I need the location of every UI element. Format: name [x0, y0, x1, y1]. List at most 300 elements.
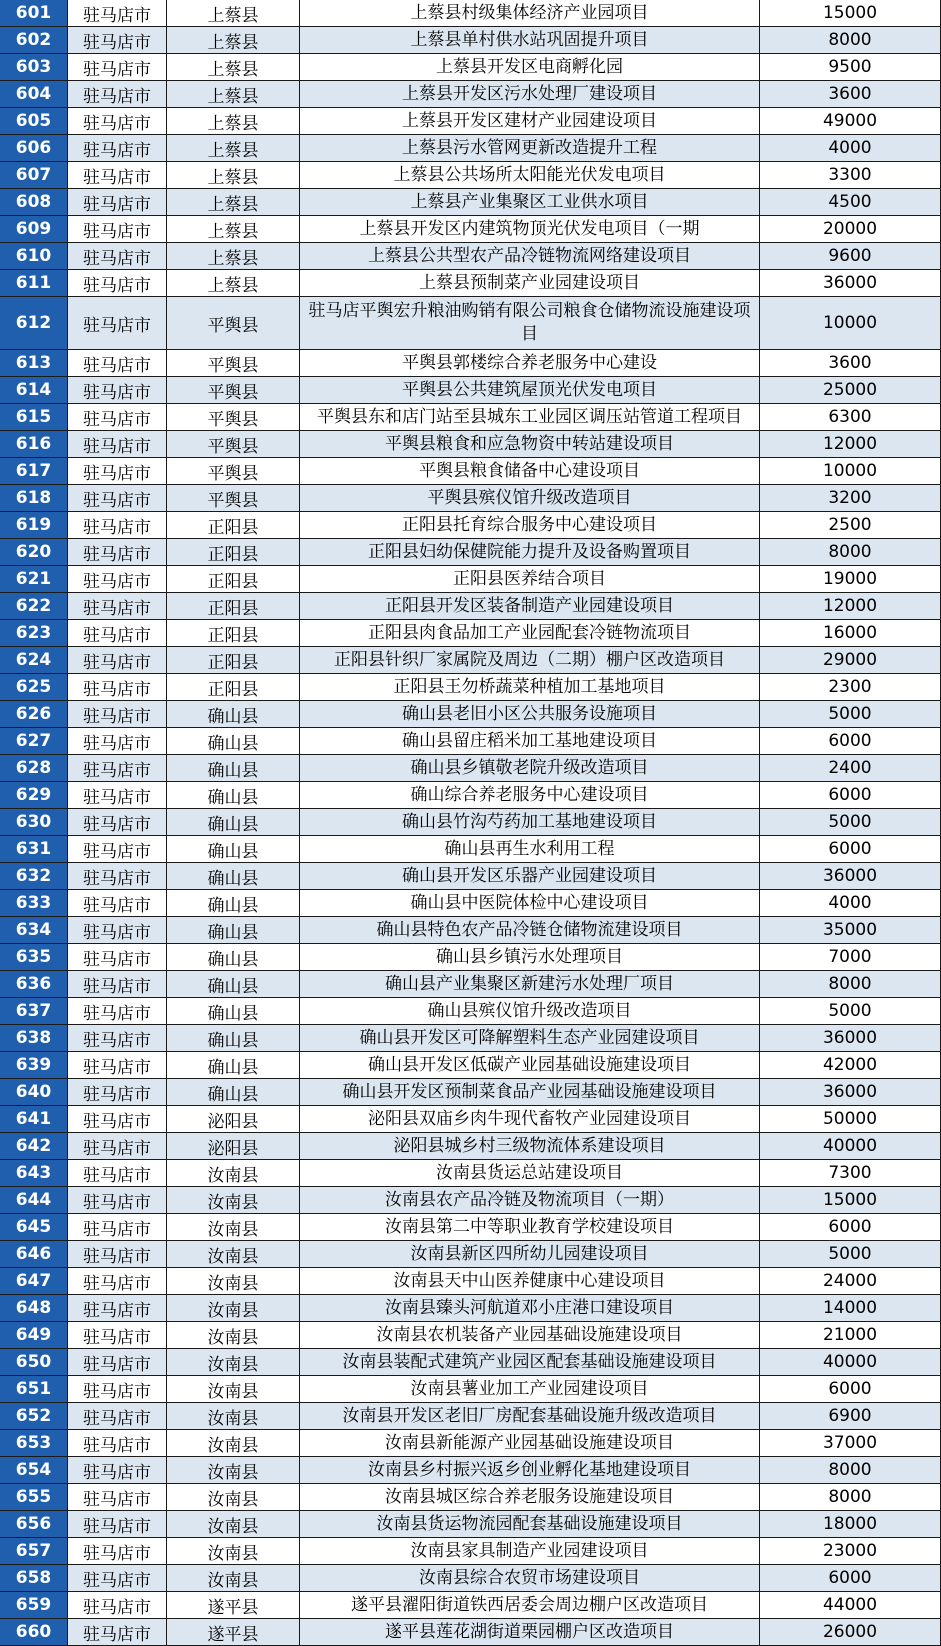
city-cell: 驻马店市 [68, 1160, 167, 1186]
county-cell: 平舆县 [167, 485, 300, 511]
row-number-cell: 615 [0, 404, 68, 430]
city-cell: 驻马店市 [68, 944, 167, 970]
table-row [0, 539, 941, 566]
amount-cell: 12000 [760, 593, 941, 619]
project-cell: 驻马店平舆宏升粮油购销有限公司粮食仓储物流设施建设项目 [300, 297, 760, 349]
row-number-cell: 634 [0, 917, 68, 943]
county-cell: 汝南县 [167, 1565, 300, 1591]
project-cell: 上蔡县村级集体经济产业园项目 [300, 0, 760, 26]
amount-cell: 4500 [760, 189, 941, 215]
city-cell: 驻马店市 [68, 1241, 167, 1267]
county-cell: 正阳县 [167, 593, 300, 619]
project-cell: 汝南县货运总站建设项目 [300, 1160, 760, 1186]
amount-cell: 5000 [760, 998, 941, 1024]
amount-cell: 10000 [760, 458, 941, 484]
row-number-cell: 658 [0, 1565, 68, 1591]
county-cell: 正阳县 [167, 539, 300, 565]
row-number-cell: 617 [0, 458, 68, 484]
county-cell: 确山县 [167, 1052, 300, 1078]
row-number-cell: 637 [0, 998, 68, 1024]
table-row [0, 971, 941, 998]
city-cell: 驻马店市 [68, 1565, 167, 1591]
table-row [0, 647, 941, 674]
county-cell: 平舆县 [167, 377, 300, 403]
table-row [0, 108, 941, 135]
amount-cell: 18000 [760, 1511, 941, 1537]
project-cell: 汝南县装配式建筑产业园区配套基础设施建设项目 [300, 1349, 760, 1375]
project-cell: 上蔡县开发区内建筑物顶光伏发电项目（一期 [300, 216, 760, 242]
row-number-cell: 636 [0, 971, 68, 997]
county-cell: 确山县 [167, 782, 300, 808]
city-cell: 驻马店市 [68, 917, 167, 943]
city-cell: 驻马店市 [68, 350, 167, 376]
row-number-cell: 606 [0, 135, 68, 161]
table-row [0, 728, 941, 755]
county-cell: 汝南县 [167, 1511, 300, 1537]
city-cell: 驻马店市 [68, 674, 167, 700]
project-cell: 泌阳县双庙乡肉牛现代畜牧产业园建设项目 [300, 1106, 760, 1132]
city-cell: 驻马店市 [68, 1268, 167, 1294]
county-cell: 上蔡县 [167, 243, 300, 269]
project-cell: 上蔡县开发区电商孵化园 [300, 54, 760, 80]
county-cell: 汝南县 [167, 1160, 300, 1186]
city-cell: 驻马店市 [68, 404, 167, 430]
city-cell: 驻马店市 [68, 1592, 167, 1618]
project-cell: 上蔡县公共场所太阳能光伏发电项目 [300, 162, 760, 188]
row-number-cell: 650 [0, 1349, 68, 1375]
amount-cell: 50000 [760, 1106, 941, 1132]
amount-cell: 8000 [760, 971, 941, 997]
amount-cell: 3200 [760, 485, 941, 511]
city-cell: 驻马店市 [68, 243, 167, 269]
amount-cell: 6000 [760, 1376, 941, 1402]
project-cell: 汝南县薯业加工产业园建设项目 [300, 1376, 760, 1402]
county-cell: 确山县 [167, 701, 300, 727]
row-number-cell: 611 [0, 270, 68, 296]
table-row [0, 162, 941, 189]
row-number-cell: 627 [0, 728, 68, 754]
city-cell: 驻马店市 [68, 1052, 167, 1078]
project-cell: 确山县殡仪馆升级改造项目 [300, 998, 760, 1024]
city-cell: 驻马店市 [68, 1349, 167, 1375]
county-cell: 汝南县 [167, 1403, 300, 1429]
project-cell: 平舆县粮食储备中心建设项目 [300, 458, 760, 484]
project-cell: 汝南县新区四所幼儿园建设项目 [300, 1241, 760, 1267]
amount-cell: 40000 [760, 1133, 941, 1159]
city-cell: 驻马店市 [68, 108, 167, 134]
county-cell: 上蔡县 [167, 81, 300, 107]
table-row [0, 1106, 941, 1133]
row-number-cell: 639 [0, 1052, 68, 1078]
county-cell: 确山县 [167, 998, 300, 1024]
city-cell: 驻马店市 [68, 0, 167, 26]
county-cell: 泌阳县 [167, 1106, 300, 1132]
project-cell: 平舆县粮食和应急物资中转站建设项目 [300, 431, 760, 457]
row-number-cell: 601 [0, 0, 68, 26]
table-row [0, 674, 941, 701]
city-cell: 驻马店市 [68, 1430, 167, 1456]
amount-cell: 8000 [760, 1457, 941, 1483]
county-cell: 平舆县 [167, 431, 300, 457]
row-number-cell: 645 [0, 1214, 68, 1240]
row-number-cell: 653 [0, 1430, 68, 1456]
row-number-cell: 612 [0, 297, 68, 349]
amount-cell: 19000 [760, 566, 941, 592]
county-cell: 正阳县 [167, 512, 300, 538]
city-cell: 驻马店市 [68, 620, 167, 646]
row-number-cell: 629 [0, 782, 68, 808]
amount-cell: 10000 [760, 297, 941, 349]
county-cell: 上蔡县 [167, 108, 300, 134]
row-number-cell: 635 [0, 944, 68, 970]
project-cell: 平舆县公共建筑屋顶光伏发电项目 [300, 377, 760, 403]
table-row [0, 809, 941, 836]
county-cell: 汝南县 [167, 1187, 300, 1213]
county-cell: 上蔡县 [167, 270, 300, 296]
project-cell: 汝南县农产品冷链及物流项目（一期） [300, 1187, 760, 1213]
amount-cell: 7300 [760, 1160, 941, 1186]
table-row [0, 27, 941, 54]
row-number-cell: 608 [0, 189, 68, 215]
row-number-cell: 619 [0, 512, 68, 538]
table-row [0, 270, 941, 297]
city-cell: 驻马店市 [68, 593, 167, 619]
amount-cell: 4000 [760, 890, 941, 916]
city-cell: 驻马店市 [68, 1403, 167, 1429]
city-cell: 驻马店市 [68, 216, 167, 242]
county-cell: 汝南县 [167, 1268, 300, 1294]
county-cell: 汝南县 [167, 1484, 300, 1510]
county-cell: 遂平县 [167, 1619, 300, 1645]
project-cell: 确山县老旧小区公共服务设施项目 [300, 701, 760, 727]
project-cell: 汝南县天中山医养健康中心建设项目 [300, 1268, 760, 1294]
project-cell: 上蔡县公共型农产品冷链物流网络建设项目 [300, 243, 760, 269]
row-number-cell: 654 [0, 1457, 68, 1483]
table-row [0, 1025, 941, 1052]
amount-cell: 4000 [760, 135, 941, 161]
city-cell: 驻马店市 [68, 1106, 167, 1132]
amount-cell: 35000 [760, 917, 941, 943]
amount-cell: 8000 [760, 27, 941, 53]
city-cell: 驻马店市 [68, 809, 167, 835]
city-cell: 驻马店市 [68, 431, 167, 457]
city-cell: 驻马店市 [68, 1619, 167, 1645]
project-cell: 上蔡县预制菜产业园建设项目 [300, 270, 760, 296]
project-cell: 汝南县乡村振兴返乡创业孵化基地建设项目 [300, 1457, 760, 1483]
city-cell: 驻马店市 [68, 998, 167, 1024]
amount-cell: 24000 [760, 1268, 941, 1294]
county-cell: 上蔡县 [167, 216, 300, 242]
table-row [0, 1322, 941, 1349]
table-row [0, 216, 941, 243]
project-cell: 正阳县托育综合服务中心建设项目 [300, 512, 760, 538]
table-row [0, 404, 941, 431]
row-number-cell: 618 [0, 485, 68, 511]
amount-cell: 26000 [760, 1619, 941, 1645]
row-number-cell: 607 [0, 162, 68, 188]
amount-cell: 6300 [760, 404, 941, 430]
table-row [0, 1457, 941, 1484]
table-row [0, 189, 941, 216]
city-cell: 驻马店市 [68, 81, 167, 107]
county-cell: 确山县 [167, 890, 300, 916]
city-cell: 驻马店市 [68, 728, 167, 754]
county-cell: 上蔡县 [167, 27, 300, 53]
project-cell: 汝南县新能源产业园基础设施建设项目 [300, 1430, 760, 1456]
table-row [0, 458, 941, 485]
table-row [0, 755, 941, 782]
amount-cell: 8000 [760, 539, 941, 565]
table-row [0, 1214, 941, 1241]
row-number-cell: 641 [0, 1106, 68, 1132]
county-cell: 汝南县 [167, 1376, 300, 1402]
row-number-cell: 633 [0, 890, 68, 916]
project-cell: 确山县特色农产品冷链仓储物流建设项目 [300, 917, 760, 943]
amount-cell: 49000 [760, 108, 941, 134]
county-cell: 汝南县 [167, 1457, 300, 1483]
project-cell: 确山县乡镇敬老院升级改造项目 [300, 755, 760, 781]
table-row [0, 1052, 941, 1079]
amount-cell: 37000 [760, 1430, 941, 1456]
table-row [0, 836, 941, 863]
county-cell: 确山县 [167, 1079, 300, 1105]
project-cell: 汝南县第二中等职业教育学校建设项目 [300, 1214, 760, 1240]
row-number-cell: 642 [0, 1133, 68, 1159]
city-cell: 驻马店市 [68, 162, 167, 188]
project-cell: 确山县中医院体检中心建设项目 [300, 890, 760, 916]
project-cell: 确山县产业集聚区新建污水处理厂项目 [300, 971, 760, 997]
amount-cell: 6000 [760, 1214, 941, 1240]
county-cell: 平舆县 [167, 404, 300, 430]
amount-cell: 3300 [760, 162, 941, 188]
amount-cell: 3600 [760, 350, 941, 376]
project-cell: 上蔡县产业集聚区工业供水项目 [300, 189, 760, 215]
row-number-cell: 628 [0, 755, 68, 781]
project-cell: 正阳县医养结合项目 [300, 566, 760, 592]
amount-cell: 15000 [760, 0, 941, 26]
county-cell: 确山县 [167, 971, 300, 997]
city-cell: 驻马店市 [68, 1538, 167, 1564]
row-number-cell: 605 [0, 108, 68, 134]
row-number-cell: 660 [0, 1619, 68, 1645]
row-number-cell: 648 [0, 1295, 68, 1321]
row-number-cell: 622 [0, 593, 68, 619]
row-number-cell: 657 [0, 1538, 68, 1564]
row-number-cell: 659 [0, 1592, 68, 1618]
table-row [0, 782, 941, 809]
amount-cell: 2500 [760, 512, 941, 538]
table-row [0, 593, 941, 620]
table-row [0, 512, 941, 539]
table-row [0, 1133, 941, 1160]
project-cell: 平舆县殡仪馆升级改造项目 [300, 485, 760, 511]
amount-cell: 25000 [760, 377, 941, 403]
city-cell: 驻马店市 [68, 1511, 167, 1537]
county-cell: 汝南县 [167, 1349, 300, 1375]
county-cell: 上蔡县 [167, 189, 300, 215]
table-row [0, 1538, 941, 1565]
row-number-cell: 649 [0, 1322, 68, 1348]
table-row [0, 1565, 941, 1592]
city-cell: 驻马店市 [68, 782, 167, 808]
city-cell: 驻马店市 [68, 458, 167, 484]
city-cell: 驻马店市 [68, 863, 167, 889]
project-cell: 确山县开发区低碳产业园基础设施建设项目 [300, 1052, 760, 1078]
county-cell: 汝南县 [167, 1295, 300, 1321]
city-cell: 驻马店市 [68, 27, 167, 53]
county-cell: 泌阳县 [167, 1133, 300, 1159]
county-cell: 正阳县 [167, 620, 300, 646]
project-cell: 正阳县针织厂家属院及周边（二期）棚户区改造项目 [300, 647, 760, 673]
city-cell: 驻马店市 [68, 297, 167, 349]
amount-cell: 44000 [760, 1592, 941, 1618]
amount-cell: 14000 [760, 1295, 941, 1321]
city-cell: 驻马店市 [68, 135, 167, 161]
project-cell: 上蔡县开发区建材产业园建设项目 [300, 108, 760, 134]
table-row [0, 944, 941, 971]
amount-cell: 9500 [760, 54, 941, 80]
county-cell: 正阳县 [167, 647, 300, 673]
amount-cell: 36000 [760, 863, 941, 889]
county-cell: 上蔡县 [167, 162, 300, 188]
row-number-cell: 647 [0, 1268, 68, 1294]
amount-cell: 6000 [760, 1565, 941, 1591]
table-row [0, 377, 941, 404]
city-cell: 驻马店市 [68, 54, 167, 80]
city-cell: 驻马店市 [68, 1322, 167, 1348]
project-cell: 确山县乡镇污水处理项目 [300, 944, 760, 970]
county-cell: 遂平县 [167, 1592, 300, 1618]
project-cell: 汝南县综合农贸市场建设项目 [300, 1565, 760, 1591]
amount-cell: 6000 [760, 728, 941, 754]
table-row [0, 1079, 941, 1106]
project-cell: 平舆县郭楼综合养老服务中心建设 [300, 350, 760, 376]
project-cell: 汝南县臻头河航道邓小庄港口建设项目 [300, 1295, 760, 1321]
table-row [0, 1430, 941, 1457]
city-cell: 驻马店市 [68, 647, 167, 673]
project-cell: 汝南县家具制造产业园建设项目 [300, 1538, 760, 1564]
amount-cell: 36000 [760, 1079, 941, 1105]
project-cell: 上蔡县开发区污水处理厂建设项目 [300, 81, 760, 107]
city-cell: 驻马店市 [68, 1376, 167, 1402]
table-row [0, 1484, 941, 1511]
county-cell: 上蔡县 [167, 0, 300, 26]
table-row [0, 431, 941, 458]
row-number-cell: 652 [0, 1403, 68, 1429]
amount-cell: 12000 [760, 431, 941, 457]
project-cell: 上蔡县污水管网更新改造提升工程 [300, 135, 760, 161]
row-number-cell: 610 [0, 243, 68, 269]
amount-cell: 15000 [760, 1187, 941, 1213]
row-number-cell: 651 [0, 1376, 68, 1402]
city-cell: 驻马店市 [68, 1295, 167, 1321]
amount-cell: 8000 [760, 1484, 941, 1510]
table-row [0, 998, 941, 1025]
table-row [0, 566, 941, 593]
county-cell: 确山县 [167, 728, 300, 754]
amount-cell: 23000 [760, 1538, 941, 1564]
county-cell: 确山县 [167, 863, 300, 889]
row-number-cell: 603 [0, 54, 68, 80]
amount-cell: 16000 [760, 620, 941, 646]
county-cell: 汝南县 [167, 1322, 300, 1348]
county-cell: 确山县 [167, 809, 300, 835]
row-number-cell: 655 [0, 1484, 68, 1510]
row-number-cell: 623 [0, 620, 68, 646]
row-number-cell: 609 [0, 216, 68, 242]
county-cell: 确山县 [167, 836, 300, 862]
project-cell: 确山县竹沟芍药加工基地建设项目 [300, 809, 760, 835]
row-number-cell: 602 [0, 27, 68, 53]
table-row [0, 0, 941, 27]
project-cell: 确山综合养老服务中心建设项目 [300, 782, 760, 808]
amount-cell: 7000 [760, 944, 941, 970]
row-number-cell: 644 [0, 1187, 68, 1213]
city-cell: 驻马店市 [68, 566, 167, 592]
county-cell: 正阳县 [167, 674, 300, 700]
city-cell: 驻马店市 [68, 1484, 167, 1510]
amount-cell: 6900 [760, 1403, 941, 1429]
amount-cell: 36000 [760, 1025, 941, 1051]
table-row [0, 54, 941, 81]
project-cell: 汝南县城区综合养老服务设施建设项目 [300, 1484, 760, 1510]
row-number-cell: 616 [0, 431, 68, 457]
amount-cell: 21000 [760, 1322, 941, 1348]
row-number-cell: 625 [0, 674, 68, 700]
county-cell: 确山县 [167, 755, 300, 781]
row-number-cell: 624 [0, 647, 68, 673]
row-number-cell: 646 [0, 1241, 68, 1267]
city-cell: 驻马店市 [68, 512, 167, 538]
project-cell: 遂平县濯阳街道铁西居委会周边棚户区改造项目 [300, 1592, 760, 1618]
project-cell: 汝南县开发区老旧厂房配套基础设施升级改造项目 [300, 1403, 760, 1429]
amount-cell: 5000 [760, 809, 941, 835]
project-cell: 遂平县莲花湖街道栗园棚户区改造项目 [300, 1619, 760, 1645]
table-row [0, 1295, 941, 1322]
county-cell: 确山县 [167, 944, 300, 970]
city-cell: 驻马店市 [68, 189, 167, 215]
project-cell: 确山县开发区可降解塑料生态产业园建设项目 [300, 1025, 760, 1051]
table-row [0, 135, 941, 162]
city-cell: 驻马店市 [68, 755, 167, 781]
project-cell: 汝南县农机装备产业园基础设施建设项目 [300, 1322, 760, 1348]
row-number-cell: 632 [0, 863, 68, 889]
project-cell: 确山县留庄稻米加工基地建设项目 [300, 728, 760, 754]
amount-cell: 36000 [760, 270, 941, 296]
amount-cell: 2300 [760, 674, 941, 700]
project-cell: 平舆县东和店门站至县城东工业园区调压站管道工程项目 [300, 404, 760, 430]
table-row [0, 890, 941, 917]
row-number-cell: 643 [0, 1160, 68, 1186]
city-cell: 驻马店市 [68, 1133, 167, 1159]
city-cell: 驻马店市 [68, 377, 167, 403]
amount-cell: 2400 [760, 755, 941, 781]
project-cell: 确山县再生水利用工程 [300, 836, 760, 862]
project-cell: 正阳县王勿桥蔬菜种植加工基地项目 [300, 674, 760, 700]
row-number-cell: 631 [0, 836, 68, 862]
project-cell: 确山县开发区预制菜食品产业园基础设施建设项目 [300, 1079, 760, 1105]
row-number-cell: 630 [0, 809, 68, 835]
amount-cell: 5000 [760, 1241, 941, 1267]
county-cell: 汝南县 [167, 1538, 300, 1564]
project-cell: 正阳县开发区装备制造产业园建设项目 [300, 593, 760, 619]
table-row [0, 243, 941, 270]
city-cell: 驻马店市 [68, 1025, 167, 1051]
city-cell: 驻马店市 [68, 270, 167, 296]
amount-cell: 6000 [760, 836, 941, 862]
amount-cell: 5000 [760, 701, 941, 727]
project-cell: 正阳县妇幼保健院能力提升及设备购置项目 [300, 539, 760, 565]
